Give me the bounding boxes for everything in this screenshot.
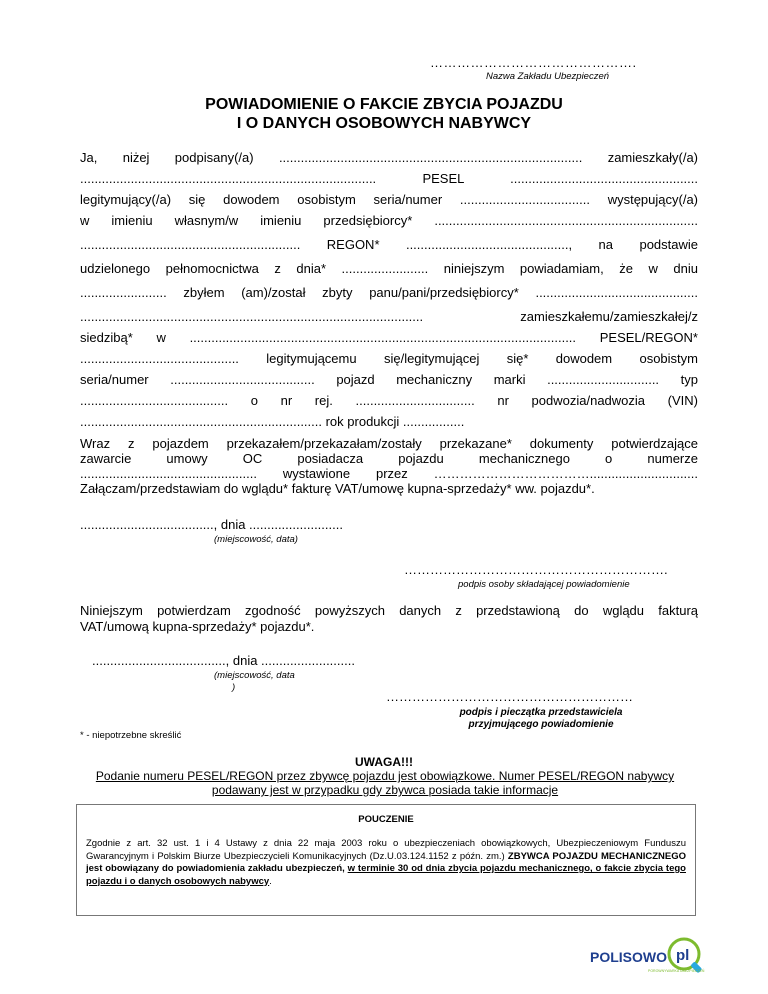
body-line: ............................................................................................... zamieszkałemu/zamieszkałej/z [80,309,698,324]
docs-line: ................................................. wystawione przez ……………………………….............................. [80,466,698,481]
signature-dots: ……………………………………………………. [404,562,668,577]
place-date-label-2-close: ) [232,682,236,693]
uwaga-heading: UWAGA!!! [355,755,413,769]
confirmation-line: VAT/umową kupna-sprzedaży* pojazdu*. [80,619,315,634]
signature-label-2a: podpis i pieczątka przedstawiciela [459,707,623,718]
pouczenie-text-end: . [269,875,272,887]
body-line: siedzibą* w ........................................................................................................... PESEL/REGON* [80,330,698,345]
docs-line: Załączam/przedstawiam do wglądu* fakturę VAT/umowę kupna-sprzedaży* ww. pojazdu*. [80,481,595,496]
polisowo-logo-graphic [590,930,720,980]
body-line: legitymujący(/a) się dowodem osobistym seria/numer .................................... występujący(/a) [80,192,698,207]
place-date-field: ....................................., dnia .......................... [80,517,343,532]
page-title-line1: POWIADOMIENIE O FAKCIE ZBYCIA POJAZDU [205,96,563,113]
signature-dots-2: ………………………………………………… [386,689,633,704]
logo-mark: pl [676,947,690,964]
page-title-line2: I O DANYCH OSOBOWYCH NABYWCY [236,115,532,132]
uwaga-text: Podanie numeru PESEL/REGON przez zbywcę pojazdu jest obowiązkowe. Numer PESEL/REGON nabywcy podawany jest w przypadku gdy zbywca posiada takie informacje [95,769,675,797]
signature-label-2b: przyjmującego powiadomienie [468,719,614,730]
pouczenie-text [86,838,686,888]
pouczenie-text-deadline: w terminie 30 od dnia zbycia pojazdu mechanicznego, o fakcie zbycia tego pojazdu i o danych osobowych nabywcy [86,863,686,887]
insurer-dots: ………………………………………. [430,55,637,70]
body-line: ......................................... o nr rej. ................................. nr podwozia/nadwozia (VIN) [80,393,698,408]
confirmation-line: Niniejszym potwierdzam zgodność powyższych danych z przedstawioną do wglądu fakturą [80,603,698,618]
insurer-label: Nazwa Zakładu Ubezpieczeń [486,71,610,82]
body-line: Ja, niżej podpisany(/a) .................................................................................... zamieszkały(/a) [80,150,698,165]
pouczenie-text-regular: Zgodnie z art. 32 ust. 1 i 4 Ustawy z dnia 22 maja 2003 roku o ubezpieczeniach obowiązkowych, Ubezpieczeniowym Funduszu Gwarancyjnym i Polskim Biurze Ubezpieczycieli Komunikacyjnych (Dz.U.03.124.1152 z późn. zm.) [86,838,686,862]
footnote: * - niepotrzebne skreślić [80,730,182,741]
docs-line: Wraz z pojazdem przekazałem/przekazałam/zostały przekazane* dokumenty potwierdzające [80,436,698,451]
pouczenie-box [76,804,696,916]
place-date-label-2: (miejscowość, data [214,670,295,681]
body-line: ............................................ legitymującemu się/legitymującej się* dowodem osobistym [80,351,698,366]
body-line: seria/numer ........................................ pojazd mechaniczny marki ............................... typ [80,372,698,387]
place-date-label: (miejscowość, data) [214,534,298,545]
body-line: udzielonego pełnomocnictwa z dnia* ........................ niniejszym powiadamiam, że w dniu [80,261,698,276]
body-line: .................................................................................. PESEL .................................................... [80,171,698,186]
polisowo-logo [590,930,720,980]
body-line: w imieniu własnym/w imieniu przedsiębiorcy* ......................................................................... [80,213,698,228]
pouczenie-text-bold: ZBYWCA POJAZDU MECHANICZNEGO jest obowiązany do powiadomienia zakładu ubezpieczeń, [86,850,686,874]
signature-label: podpis osoby składającej powiadomienie [458,579,630,590]
place-date-field-2: ....................................., dnia .......................... [92,653,355,668]
logo-word: POLISOWO [590,949,667,965]
body-line: ........................ zbyłem (am)/został zbyty panu/pani/przedsiębiorcy* ............................................. [80,285,698,300]
body-line: ................................................................... rok produkcji ................. [80,414,465,429]
docs-line: zawarcie umowy OC posiadacza pojazdu mechanicznego o numerze [80,451,698,466]
body-line: ............................................................. REGON* ............................................., na podstawie [80,237,698,252]
logo-tagline: POROWNYWARKA UBEZPIECZEŃ [648,969,705,973]
pouczenie-heading: POUCZENIE [358,814,414,825]
